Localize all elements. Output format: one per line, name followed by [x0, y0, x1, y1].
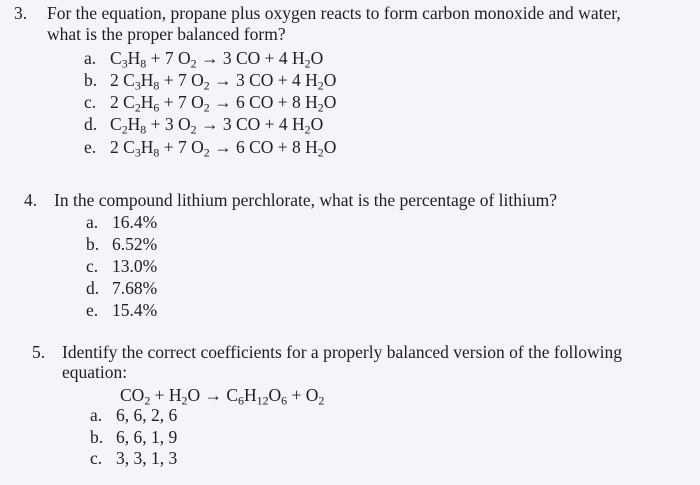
q5-equation [120, 385, 324, 406]
q3-option-c-text: 2 $C_2H_6 + 7$ $O_2 \to 6$ CO + 8 $H_2O$ [110, 92, 337, 115]
q3-option-a-text: $C_3H_8 + 7$ $O_2 \to 3$ CO + 4 $H_2O$ [110, 48, 324, 71]
q4-option-d [86, 278, 157, 299]
q3-option-b [84, 70, 336, 91]
q4-option-c [86, 256, 157, 277]
q4-option-c-label: c. [86, 256, 99, 276]
q5-option-c [90, 448, 177, 469]
q4-option-e [86, 300, 157, 321]
q5-option-b-label: b. [90, 427, 104, 447]
q5-text-line1: Identify the correct coefficients for a properly balanced version of the following [62, 342, 622, 362]
q4-option-b-label: b. [86, 234, 100, 254]
q5-equation-text: $CO_2 + H_2O \to C_6H_{12}O_6 + O_2$ [120, 385, 325, 408]
q5-option-a-label: a. [90, 405, 103, 425]
q3-option-a-label: a. [84, 48, 97, 68]
q5-number: 5. [32, 342, 46, 362]
q4-option-a-text: 16.4% [112, 212, 158, 232]
q3-text-line1: For the equation, propane plus oxygen reacts to form carbon monoxide and water, [47, 3, 621, 23]
q4-option-d-text: 7.68% [112, 278, 158, 298]
q4-number: 4. [24, 190, 38, 210]
q3-number: 3. [14, 3, 28, 23]
q3-option-e [84, 137, 336, 158]
q3-option-a [84, 48, 323, 69]
q3-option-e-text: 2 $C_3H_8 + 7$ $O_2 \to 6$ CO + 8 $H_2O$ [110, 137, 337, 160]
q3-option-e-label: e. [84, 137, 97, 157]
q4-text-line1: In the compound lithium perchlorate, what is the percentage of lithium? [54, 190, 557, 210]
q4-option-d-label: d. [86, 278, 100, 298]
q3-option-b-text: 2 $C_3H_8 + 7$ $O_2 \to 3$ CO + 4 $H_2O$ [110, 70, 337, 93]
q4-option-a [86, 212, 157, 233]
q5-option-a-text: 6, 6, 2, 6 [116, 405, 178, 425]
q4-option-b [86, 234, 157, 255]
q3-option-d-label: d. [84, 114, 98, 134]
q3-option-d-text: $C_2H_8 + 3$ $O_2 \to 3$ CO + 4 $H_2O$ [110, 114, 324, 137]
q3-text-line2: what is the proper balanced form? [47, 24, 286, 44]
q5-option-b [90, 427, 177, 448]
q4-option-b-text: 6.52% [112, 234, 158, 254]
q3-option-c [84, 92, 336, 113]
q3-option-c-label: c. [84, 92, 97, 112]
q5-option-c-text: 3, 3, 1, 3 [116, 448, 178, 468]
q4-option-a-label: a. [86, 212, 99, 232]
q4-option-c-text: 13.0% [112, 256, 158, 276]
q4-option-e-label: e. [86, 300, 99, 320]
q5-option-c-label: c. [90, 448, 103, 468]
q3-option-d [84, 114, 323, 135]
q5-text-line2: equation: [62, 362, 128, 382]
q4-option-e-text: 15.4% [112, 300, 158, 320]
q5-option-a [90, 405, 177, 426]
q3-option-b-label: b. [84, 70, 98, 90]
q5-option-b-text: 6, 6, 1, 9 [116, 427, 178, 447]
